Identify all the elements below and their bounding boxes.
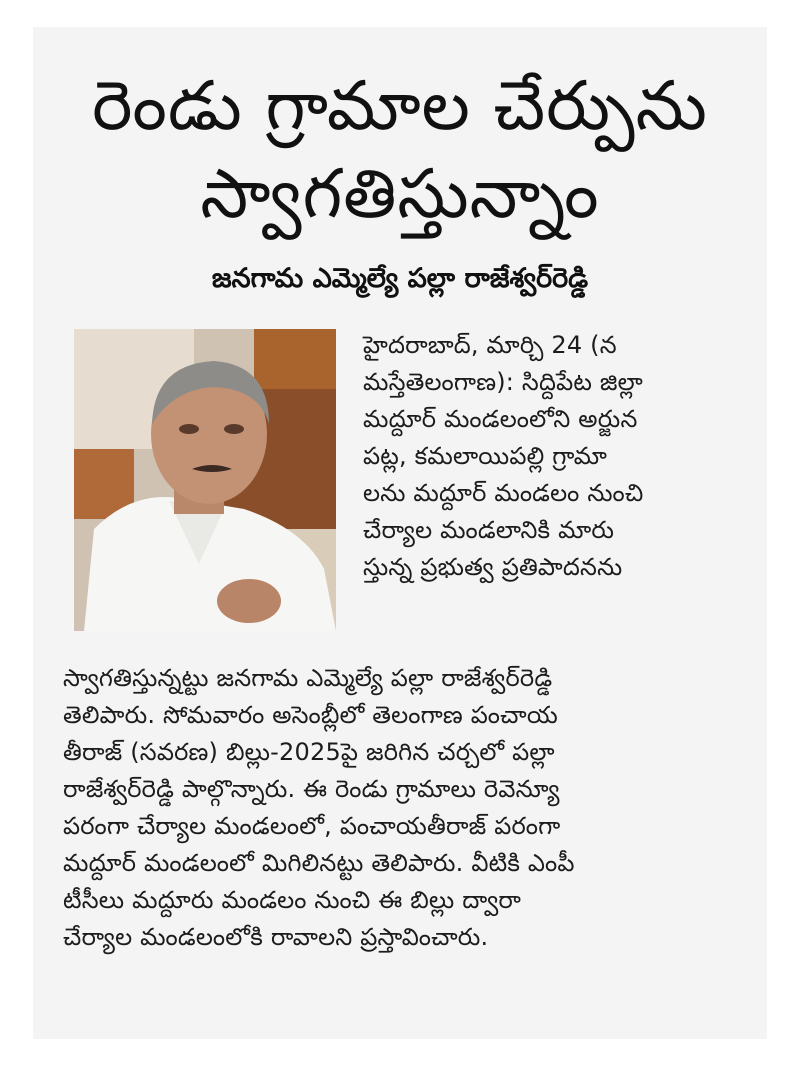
article-body-right-column [363,327,757,586]
body-line: చేర్యాల మండలంలోకి రావాలని ప్రస్తావించారు. [63,923,489,951]
headline-line-1: రెండు గ్రామాల చేర్పును [92,67,708,146]
body-line: పట్ల, కమలాయిపల్లి గ్రామా [363,442,608,470]
body-line: టీసీలు మద్దూరు మండలం నుంచి ఈ బిల్లు ద్వారా [63,886,522,914]
portrait-photo [74,329,336,631]
body-line: చేర్యాల మండలానికి మారు [363,516,615,544]
body-line: పరంగా చేర్యాల మండలంలో, పంచాయతీరాజ్ పరంగా [63,812,561,840]
body-line: మస్తేతెలంగాణ): సిద్దిపేట జిల్లా [363,368,643,396]
portrait-photo-icon [74,329,336,631]
body-line: రాజేశ్వర్‌రెడ్డి పాల్గొన్నారు. ఈ రెండు గ్రామాలు రెవెన్యూ [63,775,560,803]
body-line: లను మద్దూర్ మండలం నుంచి [363,479,644,507]
body-line: హైదరాబాద్, మార్చి 24 (న [363,331,617,359]
body-line: మద్దూర్ మండలంలో మిగిలినట్టు తెలిపారు. వీటికి ఎంపీ [63,849,575,877]
newspaper-clipping [33,27,767,1039]
headline-line-2: స్వాగతిస్తున్నాం [200,155,600,234]
body-line: తెలిపారు. సోమవారం అసెంబ్లీలో తెలంగాణ పంచాయ [63,701,558,729]
body-line: స్తున్న ప్రభుత్వ ప్రతిపాదనను [363,553,623,581]
subheadline: జనగామ ఎమ్మెల్యే పల్లా రాజేశ్వర్‌రెడ్డి [211,263,589,294]
article-body-full-width [63,660,743,956]
body-line: తీరాజ్ (సవరణ) బిల్లు-2025పై జరిగిన చర్చలో పల్లా [63,738,555,766]
body-line: స్వాగతిస్తున్నట్టు జనగామ ఎమ్మెల్యే పల్లా రాజేశ్వర్‌రెడ్డి [63,664,553,692]
body-line: మద్దూర్ మండలంలోని అర్జున [363,405,638,433]
